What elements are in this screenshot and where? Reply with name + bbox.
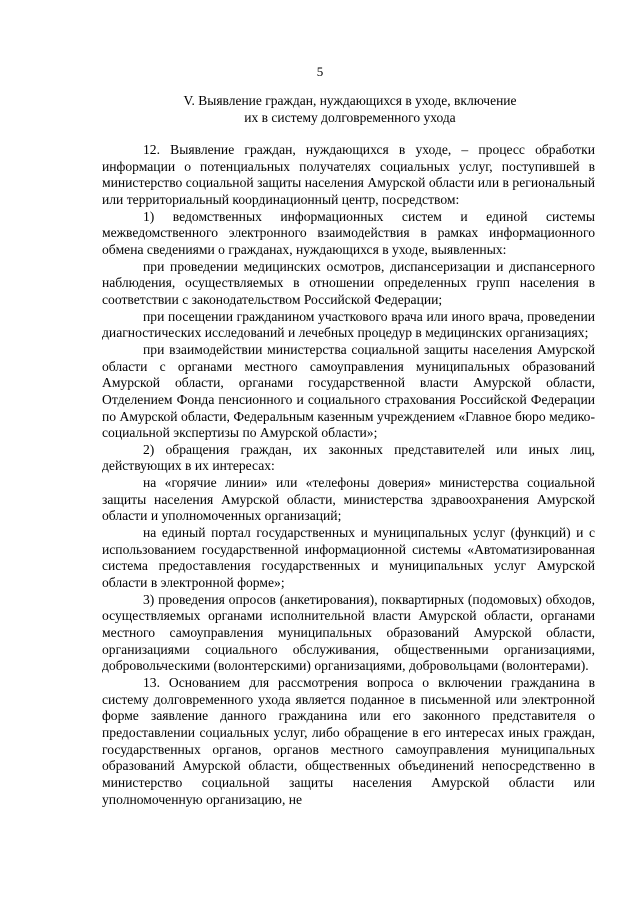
paragraph-12: 12. Выявление граждан, нуждающихся в уходе, – процесс обработки информации о потенциальных получателях социальных услуг, поступившей в министерство социальной защиты населения Амурской области или в региональный или территориальный координационный центр, посредством: xyxy=(102,142,595,207)
paragraph-13: 13. Основанием для рассмотрения вопроса о включении гражданина в систему долговременного ухода является поданное в письменной или электронной форме заявление данного гражданина или его законного представителя о предоставлении социальных услуг, либо обращение в его интересах иных граждан, государственных органов, органов местного самоуправления муниципальных образований Амурской области, общественных объединений непосредственно в министерство социальной защиты населения Амурской области или уполномоченную организацию, не xyxy=(102,675,595,807)
paragraph-hotlines: на «горячие линии» или «телефоны доверия» министерства социальной защиты населения Амурской области, министерства здравоохранения Амурской области и уполномоченных организаций; xyxy=(102,475,595,524)
section-title xyxy=(90,92,610,126)
section-title-line-1: V. Выявление граждан, нуждающихся в уходе, включение xyxy=(183,93,517,108)
body-text xyxy=(102,142,595,808)
paragraph-portal: на единый портал государственных и муниципальных услуг (функций) и с использованием государственной информационной системы «Автоматизированная система предоставления государственных и муниципальных услуг Амурской области в электронной форме»; xyxy=(102,525,595,591)
paragraph-interaction: при взаимодействии министерства социальной защиты населения Амурской области с органами местного самоуправления муниципальных образований Амурской области, органами государственной власти Амурской области, Отделением Фонда пенсионного и социального страхования Российской Федерации по Амурской области, Федеральным казенным учреждением «Главное бюро медико-социальной экспертизы по Амурской области»; xyxy=(102,341,595,441)
paragraph-item-3: 3) проведения опросов (анкетирования), поквартирных (подомовых) обходов, осуществляемых органами исполнительной власти Амурской области, органами местного самоуправления муниципальных образований Амурской области, организациями социального обслуживания, общественными организациями, добровольческими (волонтерскими) организациями, добровольцами (волонтерами). xyxy=(102,591,595,674)
paragraph-item-2: 2) обращения граждан, их законных представителей или иных лиц, действующих в их интересах: xyxy=(102,441,595,474)
paragraph-item-1: 1) ведомственных информационных систем и единой системы межведомственного электронного взаимодействия в рамках информационного обмена сведениями о гражданах, нуждающихся в уходе, выявленных: xyxy=(102,208,595,257)
paragraph-doctor-visits: при посещении гражданином участкового врача или иного врача, проведении диагностических исследований и лечебных процедур в медицинских организациях; xyxy=(102,308,595,341)
paragraph-medical-checkups: при проведении медицинских осмотров, диспансеризации и диспансерного наблюдения, осуществляемых в отношении определенных групп населения в соответствии с законодательством Российской Федерации; xyxy=(102,258,595,307)
section-title-line-2: их в систему долговременного ухода xyxy=(244,110,456,125)
page-number: 5 xyxy=(316,64,324,79)
